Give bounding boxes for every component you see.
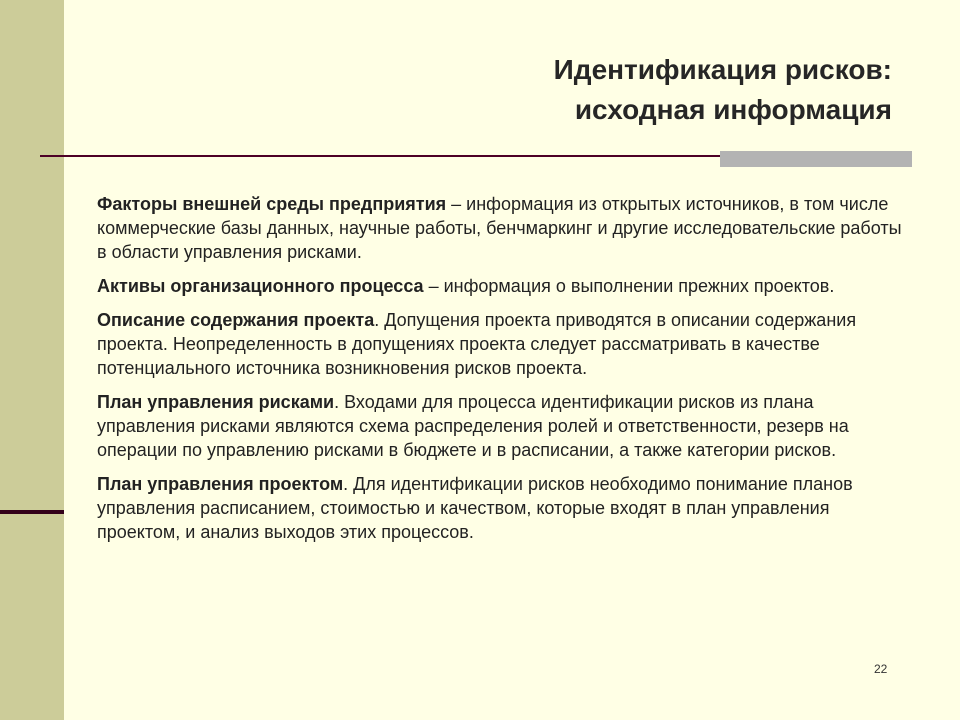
paragraph-term: Активы организационного процесса [97, 276, 424, 296]
paragraph-external-factors [97, 192, 912, 264]
paragraph-text: . Допущения проекта приводятся в описании содержания проекта. Неопределенность в допущениях проекта следует рассматривать в качестве потенциального источника возникновения рисков проекта. [97, 310, 857, 378]
paragraph-term: Факторы внешней среды предприятия [97, 194, 447, 214]
title-line-2: исходная информация [574, 94, 892, 125]
paragraph-text: – информация о выполнении прежних проектов. [423, 276, 835, 296]
paragraph-text: – информация из открытых источников, в том числе коммерческие базы данных, научные работы, бенчмаркинг и другие исследовательские работы в области управления рисками. [97, 194, 902, 262]
paragraph-project-plan [97, 472, 912, 544]
paragraph-text: . Входами для процесса идентификации рисков из плана управления рисками являются схема распределения ролей и ответственности, резерв на операции по управлению рисками в бюджете и в расписании, а также категории рисков. [97, 392, 849, 460]
paragraph-term: Описание содержания проекта [97, 310, 375, 330]
title-line-1: Идентификация рисков: [553, 54, 892, 85]
slide-title [292, 50, 892, 130]
slide-number: 22 [874, 662, 888, 676]
left-decorative-band [0, 0, 64, 720]
paragraph-term: План управления рисками [97, 392, 335, 412]
title-accent-bar [720, 151, 912, 167]
paragraph-risk-plan [97, 390, 912, 462]
left-band-divider [0, 510, 64, 514]
paragraph-text: . Для идентификации рисков необходимо понимание планов управления расписанием, стоимостью и качеством, которые входят в план управления проектом, и анализ выходов этих процессов. [97, 474, 853, 542]
slide-body [97, 192, 912, 554]
paragraph-term: План управления проектом [97, 474, 344, 494]
paragraph-scope-statement [97, 308, 912, 380]
paragraph-process-assets [97, 274, 912, 298]
